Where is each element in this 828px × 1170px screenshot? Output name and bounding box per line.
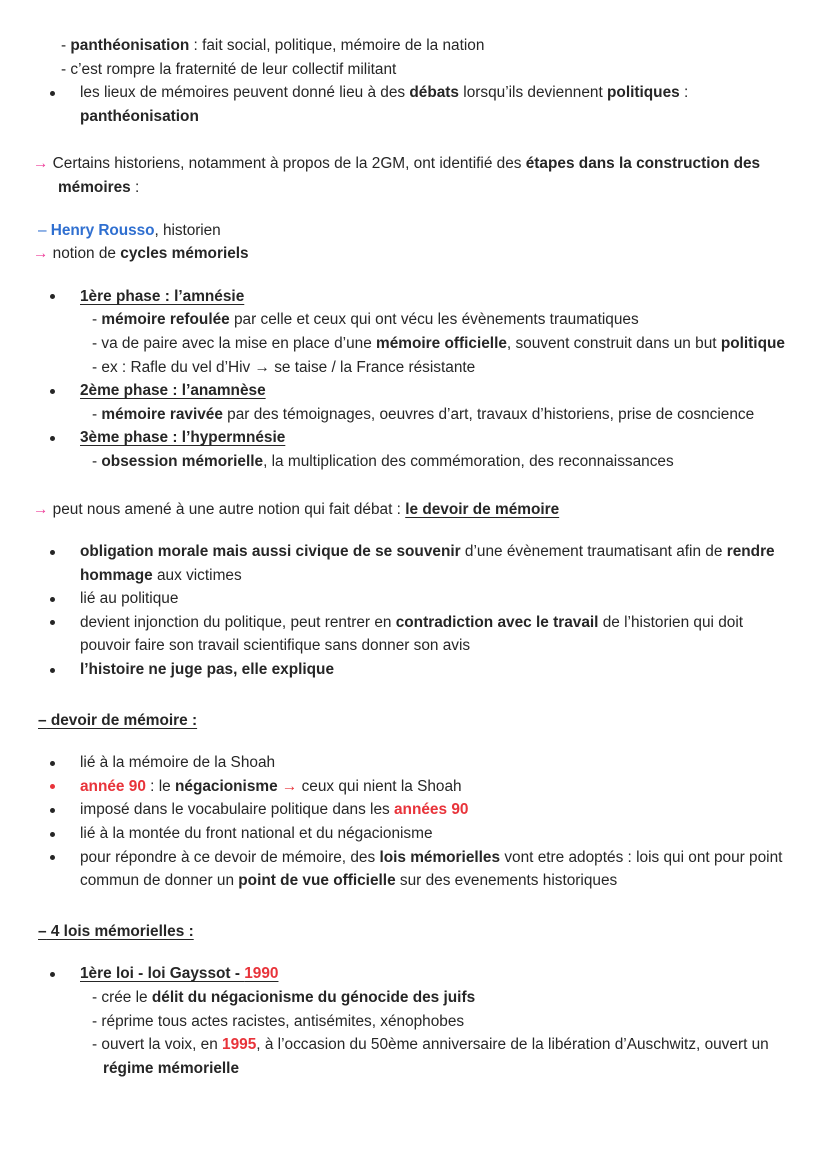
dash-item — [33, 1033, 795, 1080]
phase-title: 1ère phase : l’amnésie — [80, 287, 245, 305]
bold-point-de-vue-officielle: point de vue officielle — [238, 872, 396, 890]
arrow-paragraph-etapes — [33, 152, 795, 199]
heading-underline-wrap — [38, 923, 194, 940]
text-a: pour répondre à ce devoir de mémoire, des — [80, 848, 380, 866]
section-heading-4-lois-memorielles — [33, 920, 795, 944]
bold-memoire-ravivee: mémoire ravivée — [101, 405, 223, 423]
heading-underline-wrap — [38, 712, 197, 729]
text-a: : le — [145, 777, 175, 795]
list-item — [33, 587, 795, 611]
bold-underlined-devoir-de-memoire: le devoir de mémoire — [405, 500, 560, 518]
bold-contradiction: contradiction avec le travail — [395, 613, 599, 631]
arrow-right-icon: → — [33, 500, 49, 518]
spacer — [33, 943, 795, 962]
spacer — [33, 521, 795, 540]
notion-text: notion de — [48, 245, 121, 263]
bullet-list-devoir — [33, 540, 795, 682]
phase-list — [33, 379, 795, 403]
arrow-right-icon-red: → — [277, 777, 302, 795]
arrow-bold-etapes: étapes dans la construction des mémoires — [58, 155, 761, 196]
dash-marker: - — [92, 358, 102, 376]
bullet-dot-icon — [50, 550, 55, 555]
arrow-paragraph-cycles — [33, 242, 795, 266]
spacer — [33, 682, 795, 709]
dash-text: : fait social, politique, mémoire de la nation — [189, 37, 485, 54]
dash-item — [33, 308, 795, 332]
bold-regime-memorielle: régime mémorielle — [103, 1059, 240, 1077]
bold-rendre-hommage: rendre hommage — [80, 543, 775, 584]
list-item — [33, 285, 795, 309]
dash-text-b: , souvent construit dans un but — [506, 334, 721, 352]
phase-list — [33, 285, 795, 309]
bullet-dot-icon — [50, 855, 55, 860]
bullet-text: lié à la mémoire de la Shoah — [80, 754, 276, 772]
law-title — [80, 965, 278, 982]
bold-negacionisme: négacionisme — [174, 777, 278, 795]
arrow-right-icon: → — [33, 245, 49, 263]
text-b: aux victimes — [152, 566, 242, 584]
dash-marker: - — [61, 37, 71, 54]
bullet-dot-icon — [50, 668, 55, 673]
bullet-dot-icon — [50, 389, 55, 394]
dash-marker: - — [92, 405, 102, 423]
list-item — [33, 81, 795, 128]
bullet-dot-icon — [50, 91, 55, 96]
bullet-list-shoah — [33, 751, 795, 893]
dash-text-a: ouvert la voix, en — [101, 1036, 223, 1054]
bullet-list — [33, 81, 795, 128]
bold-histoire-ne-juge-pas: l’histoire ne juge pas, elle explique — [80, 661, 335, 679]
arrow-paragraph-devoir — [33, 498, 795, 522]
phase-title: 3ème phase : l’hypermnésie — [80, 429, 286, 447]
dash-text: réprime tous actes racistes, antisémites, xénophobes — [101, 1012, 465, 1030]
bold-memoire-officielle: mémoire officielle — [376, 334, 507, 352]
section-heading-devoir-de-memoire — [33, 709, 795, 733]
list-item — [33, 611, 795, 658]
dash-bold-term: panthéonisation — [70, 37, 190, 54]
phase-list — [33, 426, 795, 450]
spacer — [33, 732, 795, 751]
heading-dash: – — [38, 922, 47, 940]
text-b: de l’historien qui doit pouvoir faire son travail scientifique sans donner son avis — [80, 613, 744, 655]
bullet-dot-icon — [50, 597, 55, 602]
dash-text-a: crée le — [101, 989, 152, 1006]
dash-text: par celle et ceux qui ont vécu les évènements traumatiques — [229, 311, 639, 329]
dash-text: , la multiplication des commémoration, des reconnaissances — [263, 452, 674, 470]
dash-item — [33, 34, 795, 58]
bullet-text-c: : — [679, 84, 689, 102]
bullet-bold-debats: débats — [409, 84, 459, 102]
bold-politique: politique — [720, 334, 785, 352]
text-a: imposé dans le vocabulaire politique dans les — [80, 801, 394, 819]
bold-memoire-refoulee: mémoire refoulée — [101, 311, 230, 329]
list-item-highlighted — [33, 775, 795, 799]
dash-text-a: va de paire avec la mise en place d’une — [101, 334, 377, 352]
list-item — [33, 962, 795, 986]
bullet-dot-icon — [50, 832, 55, 837]
bold-delit-negacionisme: délit du négacionisme du génocide des juifs — [151, 989, 476, 1006]
bullet-text-b: lorsqu’ils deviennent — [459, 84, 608, 102]
bold-obligation-morale: obligation morale mais aussi civique de se souvenir — [80, 543, 461, 561]
dash-item: - c’est rompre la fraternité de leur collectif militant — [61, 60, 397, 78]
notion-bold-cycles: cycles mémoriels — [120, 245, 249, 263]
arrow-text: peut nous amené à une autre notion qui fait débat : — [48, 500, 406, 518]
bullet-dot-icon — [50, 972, 55, 977]
phase-title: 2ème phase : l’anamnèse — [80, 382, 266, 400]
text-a: devient injonction du politique, peut rentrer en — [80, 613, 396, 631]
bullet-dot-icon — [50, 808, 55, 813]
bullet-text: lié à la montée du front national et du négacionisme — [80, 825, 433, 843]
spacer — [33, 128, 795, 152]
list-item — [33, 426, 795, 450]
bullet-text: lié au politique — [80, 590, 179, 608]
list-item — [33, 798, 795, 822]
bullet-dot-icon — [50, 761, 55, 766]
law-year-1990: 1990 — [244, 965, 279, 983]
arrow-text-b: : — [130, 178, 140, 196]
dash-item — [33, 356, 795, 380]
law-list — [33, 962, 795, 986]
text-b: ceux qui nient la Shoah — [301, 777, 462, 795]
text-b: vont etre adoptés : lois qui ont pour point commun de donner un — [80, 848, 783, 890]
list-item — [33, 822, 795, 846]
source-line — [33, 219, 795, 243]
heading-dash: – — [38, 711, 47, 729]
list-item — [33, 540, 795, 587]
list-item — [33, 379, 795, 403]
spacer — [33, 200, 795, 219]
list-item — [33, 751, 795, 775]
dash-marker: - — [92, 311, 102, 329]
text-a: d’une évènement traumatisant afin de — [460, 543, 727, 561]
dash-text-b: , à l’occasion du 50ème anniversaire de la libération d’Auschwitz, ouvert un — [256, 1036, 769, 1054]
bullet-text-a: les lieux de mémoires peuvent donné lieu à des — [80, 84, 410, 102]
spacer — [33, 893, 795, 920]
dash-text: par des témoignages, oeuvres d’art, travaux d’historiens, prise de cosncience — [222, 405, 755, 423]
spacer — [33, 474, 795, 498]
dash-item — [33, 332, 795, 356]
law-title-text: 1ère loi - loi Gayssot - — [80, 965, 245, 983]
bullet-bold-politiques: politiques — [607, 84, 680, 102]
heading-label: devoir de mémoire : — [46, 711, 198, 729]
red-annee-90: année 90 — [80, 777, 146, 795]
list-item — [33, 846, 795, 893]
en-dash-marker: – — [38, 221, 47, 239]
dash-item — [33, 986, 795, 1010]
bullet-dot-icon — [50, 620, 55, 625]
arrow-right-icon: → — [33, 155, 49, 173]
dash-text: ex : Rafle du vel d’Hiv → se taise / la France résistante — [101, 358, 476, 376]
dash-item — [33, 1010, 795, 1034]
bullet-bold-pantheonisation: panthéonisation — [80, 107, 199, 125]
bullet-dot-icon — [50, 294, 55, 299]
bold-lois-memorielles: lois mémorielles — [379, 848, 501, 866]
dash-marker: - — [92, 452, 102, 470]
bold-obsession-memorielle: obsession mémorielle — [101, 452, 264, 470]
historian-name: Henry Rousso — [50, 221, 155, 239]
heading-label: 4 lois mémorielles : — [46, 922, 194, 940]
dash-marker: - — [92, 334, 102, 352]
dash-marker: - — [92, 1012, 102, 1030]
bullet-dot-icon — [50, 436, 55, 441]
arrow-text-a: Certains historiens, notamment à propos de la 2GM, ont identifié des — [48, 155, 526, 173]
spacer — [33, 266, 795, 285]
red-year-1995: 1995 — [222, 1036, 257, 1054]
dash-item — [33, 450, 795, 474]
dash-item — [33, 403, 795, 427]
dash-marker: - — [92, 1036, 102, 1054]
dash-marker: - — [92, 989, 102, 1006]
text-c: sur des evenements historiques — [395, 872, 618, 890]
list-item — [33, 658, 795, 682]
bullet-dot-icon-red — [50, 784, 55, 789]
source-role: , historien — [154, 221, 221, 239]
red-annees-90: années 90 — [394, 801, 469, 819]
